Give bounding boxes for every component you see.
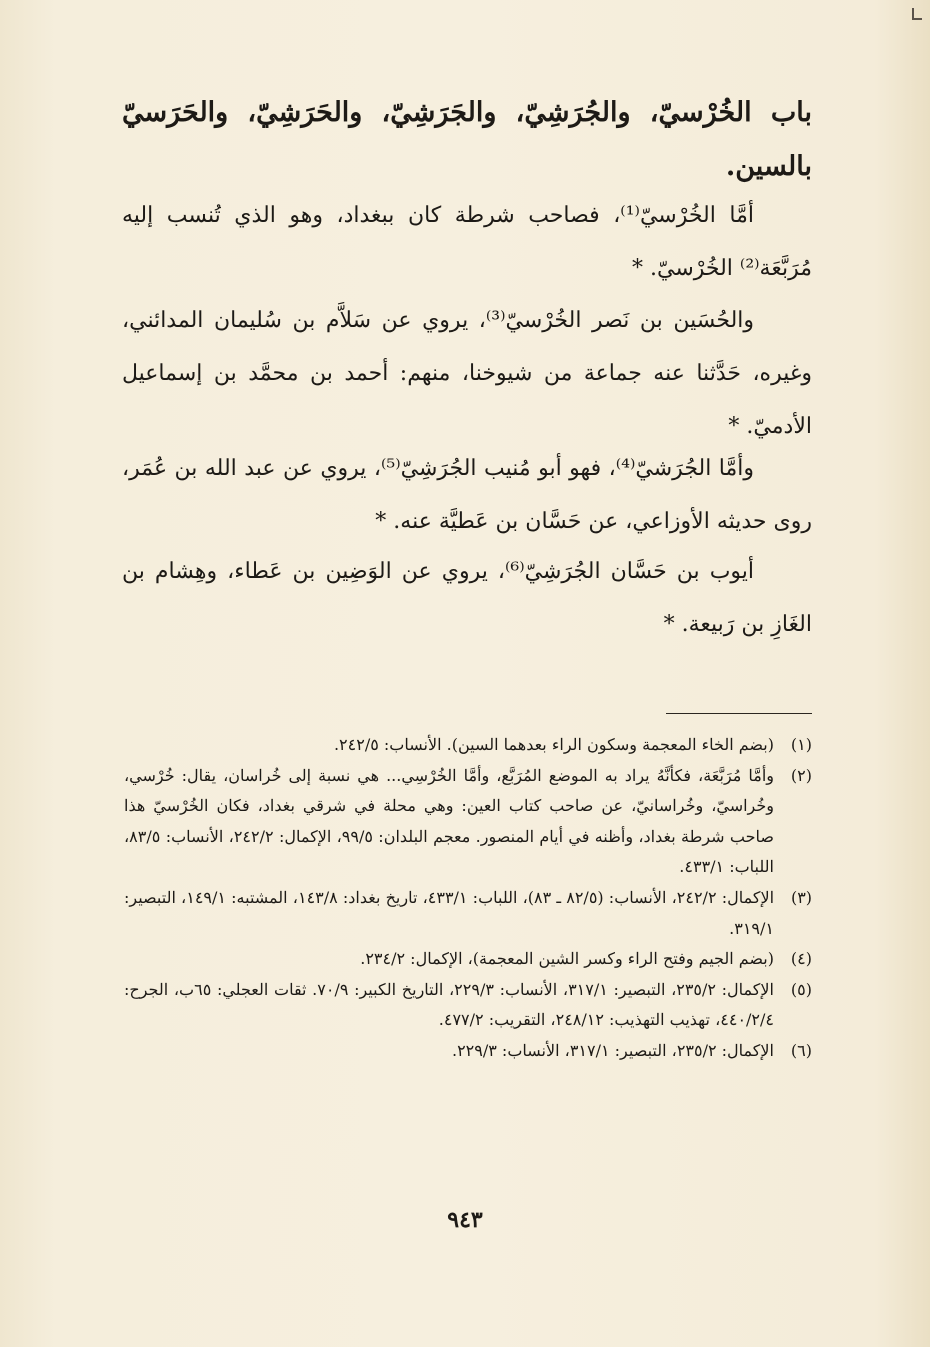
footnote-separator <box>666 713 812 714</box>
footnote-item <box>124 883 812 944</box>
footnote-number: (٢) <box>790 765 812 785</box>
footnote-item <box>124 975 812 1036</box>
footnote-number: (١) <box>790 735 812 754</box>
footnote-text: الإكمال: ٢٣٥/٢، التبصير: ٣١٧/١، الأنساب: ٢٢٩/٣، التاريخ الكبير: ٧٠/٩. ثقات العجلي: ٦٥ب، الجرح: ٤٤٠/٢/٤، تهذيب التهذيب: ٢٤٨/١٢، التقريب: ٤٧٧/٢. <box>124 979 774 1030</box>
footnote-number: (٦) <box>790 1040 812 1060</box>
section-heading: باب الخُرْسيّ، والجُرَشِيّ، والجَرَشِيّ، والحَرَشِيّ، والحَرَسيّ بالسين. <box>122 97 812 182</box>
footnote-number: (٣) <box>790 887 813 907</box>
paragraph-ayyub: أيوب بن حَسَّان الجُرَشِيّ⁽⁶⁾، يروي عن الوَضِين بن عَطاء، وهِشام بن الغَازِ بن رَبيعة. * <box>122 559 812 637</box>
footnote-number: (٥) <box>790 979 812 999</box>
footnote-text: الإكمال: ٢٣٥/٢، التبصير: ٣١٧/١، الأنساب: ٢٢٩/٣. <box>451 1040 774 1060</box>
paragraph-jurashi: وأمَّا الجُرَشيّ⁽⁴⁾، فهو أبو مُنيب الجُرَشِيّ⁽⁵⁾، يروي عن عبد الله بن عُمَر، روى حديثه الأوزاعي، عن حَسَّان بن عَطيَّة عنه. * <box>122 456 812 534</box>
footnote-text: (بضم الخاء المعجمة وسكون الراء بعدهما السين). الأنساب: ٢٤٢/٥. <box>333 735 774 754</box>
footnote-item <box>124 1036 812 1067</box>
corner-mark <box>912 8 922 20</box>
paragraph-khursi: أمَّا الخُرْسيّ⁽¹⁾، فصاحب شرطة كان ببغداد، وهو الذي تُنسب إليه مُرَبَّعَة⁽²⁾ الخُرْسيّ. * <box>122 203 812 281</box>
footnote-text: الإكمال: ٢٤٢/٢، الأنساب: (٨٢/٥ ـ ٨٣)، اللباب: ٤٣٣/١، تاريخ بغداد: ١٤٣/٨، المشتبه: ١٤٩/١، التبصير: ٣١٩/١. <box>124 887 775 938</box>
footnote-text: وأمَّا مُرَبَّعَة، فكأنَّهُ يراد به الموضع المُرَبَّع، وأمَّا الخُرْسِي... هي نسبة إلى خُراسان، يقال: خُرْسي، وخُراسيّ، وخُراسانيّ، عن صاحب كتاب العين: وهي محلة في شرقي بغداد، فكان الخُرْسيّ هذا صاحب شرطة بغداد، وأظنه في أيام المنصور. معجم البلدان: ٩٩/٥، الإكمال: ٢٤٢/٢، الأنساب: ٨٣/٥، اللباب: ٤٣٣/١. <box>124 765 774 877</box>
footnotes <box>124 730 812 1067</box>
footnote-item <box>124 944 812 975</box>
footnote-number: (٤) <box>790 949 812 969</box>
footnote-item <box>124 730 812 761</box>
paragraph-husayn: والحُسَين بن نَصر الخُرْسيّ⁽³⁾، يروي عن سَلاَّم بن سُليمان المدائني، وغيره، حَدَّثنا عنه جماعة من شيوخنا، منهم: أحمد بن محمَّد بن إسماعيل الأدميّ. * <box>122 308 812 439</box>
footnote-item <box>124 761 812 883</box>
page-number: ٩٤٣ <box>447 1207 483 1233</box>
footnote-text: (بضم الجيم وفتح الراء وكسر الشين المعجمة)، الإكمال: ٢٣٤/٢. <box>360 949 774 969</box>
